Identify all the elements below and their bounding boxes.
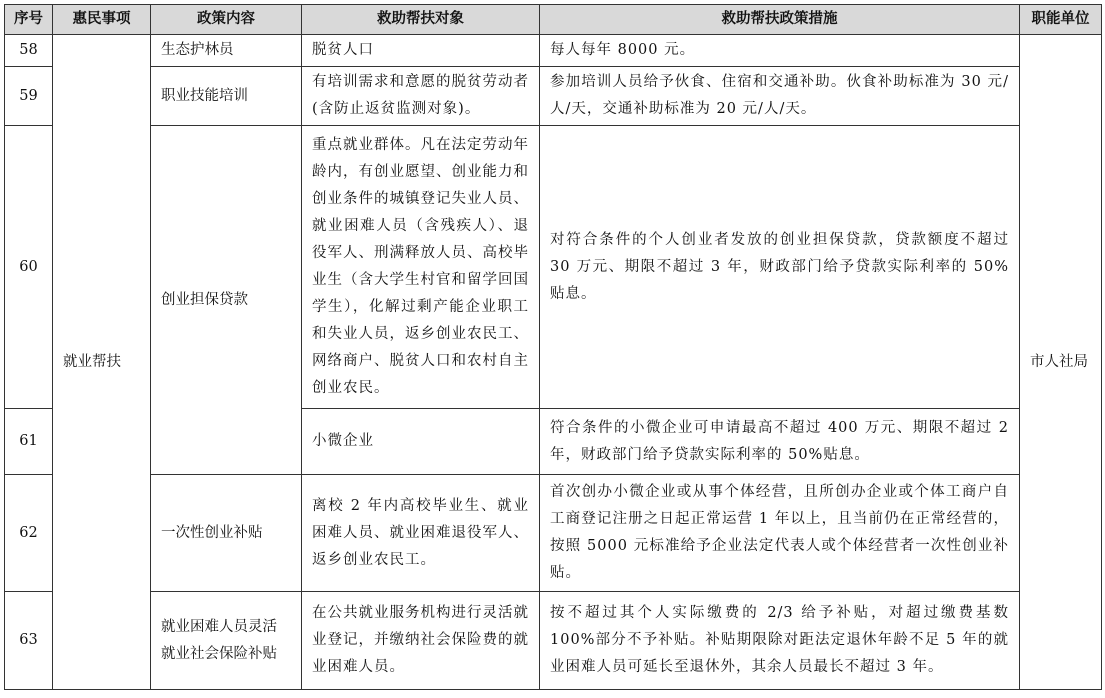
measure-cell: 首次创办小微企业或从事个体经营，且所创办企业或个体工商户自工商登记注册之日起正常运营 1 年以上，且当前仍在正常经营的，按照 5000 元标准给予企业法定代表人或个体经营者一次性创业补贴。 xyxy=(540,475,1020,592)
policy-table xyxy=(4,4,1102,690)
header-target: 救助帮扶对象 xyxy=(302,5,540,35)
measure-cell: 对符合条件的个人创业者发放的创业担保贷款，贷款额度不超过 30 万元、期限不超过 3 年，财政部门给予贷款实际利率的 50%贴息。 xyxy=(540,126,1020,409)
measure-cell: 符合条件的小微企业可申请最高不超过 400 万元、期限不超过 2 年，财政部门给予贷款实际利率的 50%贴息。 xyxy=(540,409,1020,475)
header-category: 惠民事项 xyxy=(53,5,151,35)
table-row xyxy=(5,475,1102,592)
table-row xyxy=(5,35,1102,67)
row-number: 59 xyxy=(5,67,53,126)
table-row xyxy=(5,592,1102,690)
measure-cell: 按不超过其个人实际缴费的 2/3 给予补贴，对超过缴费基数 100%部分不予补贴。补贴期限除对距法定退休年龄不足 5 年的就业困难人员可延长至退休外，其余人员最长不超过 3 年。 xyxy=(540,592,1020,690)
row-number: 63 xyxy=(5,592,53,690)
row-number: 62 xyxy=(5,475,53,592)
policy-cell: 创业担保贷款 xyxy=(151,126,302,475)
header-policy: 政策内容 xyxy=(151,5,302,35)
target-cell: 小微企业 xyxy=(302,409,540,475)
table-row xyxy=(5,67,1102,126)
target-cell: 在公共就业服务机构进行灵活就业登记，并缴纳社会保险费的就业困难人员。 xyxy=(302,592,540,690)
target-cell: 脱贫人口 xyxy=(302,35,540,67)
target-cell: 离校 2 年内高校毕业生、就业困难人员、就业困难退役军人、返乡创业农民工。 xyxy=(302,475,540,592)
header-row xyxy=(5,5,1102,35)
table-row xyxy=(5,126,1102,409)
target-cell: 重点就业群体。凡在法定劳动年龄内，有创业愿望、创业能力和创业条件的城镇登记失业人员、就业困难人员（含残疾人）、退役军人、刑满释放人员、高校毕业生（含大学生村官和留学回国学生），化解过剩产能企业职工和失业人员，返乡创业农民工、网络商户、脱贫人口和农村自主创业农民。 xyxy=(302,126,540,409)
measure-cell: 每人每年 8000 元。 xyxy=(540,35,1020,67)
header-measure: 救助帮扶政策措施 xyxy=(540,5,1020,35)
row-number: 61 xyxy=(5,409,53,475)
policy-cell: 就业困难人员灵活就业社会保险补贴 xyxy=(151,592,302,690)
category-cell: 就业帮扶 xyxy=(53,35,151,690)
header-department: 职能单位 xyxy=(1020,5,1102,35)
measure-cell: 参加培训人员给予伙食、住宿和交通补助。伙食补助标准为 30 元/人/天，交通补助标准为 20 元/人/天。 xyxy=(540,67,1020,126)
policy-cell: 生态护林员 xyxy=(151,35,302,67)
row-number: 60 xyxy=(5,126,53,409)
row-number: 58 xyxy=(5,35,53,67)
policy-cell: 一次性创业补贴 xyxy=(151,475,302,592)
policy-cell: 职业技能培训 xyxy=(151,67,302,126)
header-no: 序号 xyxy=(5,5,53,35)
target-cell: 有培训需求和意愿的脱贫劳动者(含防止返贫监测对象)。 xyxy=(302,67,540,126)
department-cell: 市人社局 xyxy=(1020,35,1102,690)
